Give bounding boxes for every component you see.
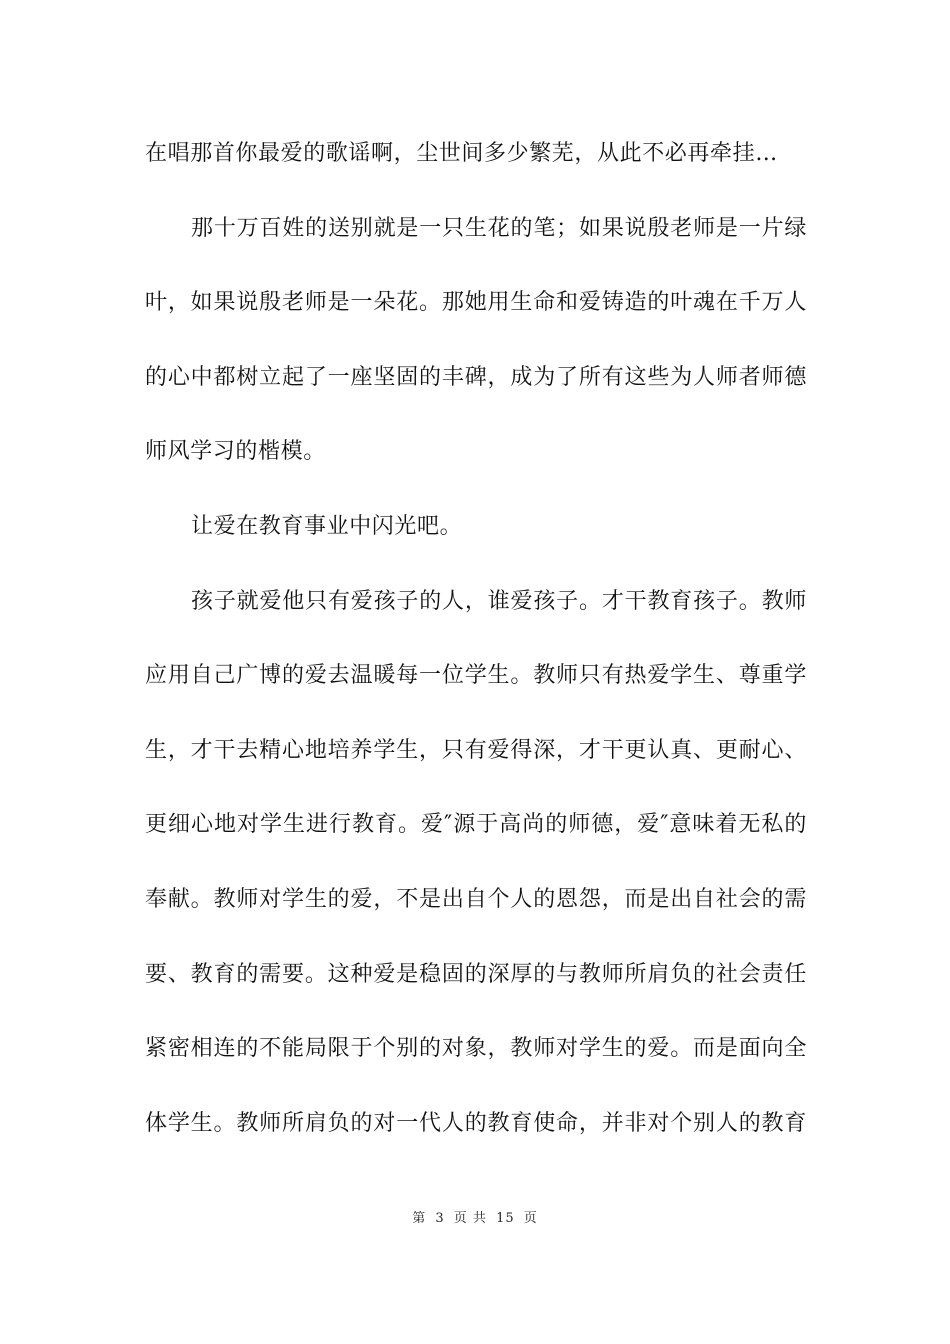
footer-suffix: 页 xyxy=(523,1211,538,1226)
text-line: 更细心地对学生进行教育。爱″源于高尚的师德，爱″意味着无私的 xyxy=(145,812,807,838)
text-line: 要、教育的需要。这种爱是稳固的深厚的与教师所肩负的社会责任 xyxy=(145,961,807,987)
text-line: 让爱在教育事业中闪光吧。 xyxy=(191,513,463,539)
body-text xyxy=(145,132,807,1176)
text-line: 紧密相连的不能局限于个别的对象，教师对学生的爱。而是面向全 xyxy=(145,1036,807,1062)
text-line: 那十万百姓的送别就是一只生花的笔；如果说殷老师是一片绿 xyxy=(191,215,807,241)
text-line: 在唱那首你最爱的歌谣啊，尘世间多少繁芜，从此不必再牵挂… xyxy=(145,141,778,166)
footer-prefix: 第 xyxy=(412,1211,427,1226)
footer-middle: 页 共 xyxy=(453,1211,487,1226)
text-line: 师风学习的楷模。 xyxy=(145,439,326,465)
text-line: 应用自己广博的爱去温暖每一位学生。教师只有热爱学生、尊重学 xyxy=(145,663,807,689)
page-footer xyxy=(0,1207,950,1226)
footer-current-page: 3 xyxy=(435,1211,445,1226)
text-line: 孩子就爱他只有爱孩子的人，谁爱孩子。才干教育孩子。教师 xyxy=(191,588,807,614)
text-line: 体学生。教师所肩负的对一代人的教育使命，并非对个别人的教育 xyxy=(145,1110,807,1136)
text-line: 生，才干去精心地培养学生，只有爱得深，才干更认真、更耐心、 xyxy=(145,737,807,763)
text-line: 叶，如果说殷老师是一朵花。那她用生命和爱铸造的叶魂在千万人 xyxy=(145,290,807,316)
footer-total-pages: 15 xyxy=(496,1211,515,1226)
text-line: 奉献。教师对学生的爱，不是出自个人的恩怨，而是出自社会的需 xyxy=(145,886,807,912)
text-line: 的心中都树立起了一座坚固的丰碑，成为了所有这些为人师者师德 xyxy=(145,364,807,390)
